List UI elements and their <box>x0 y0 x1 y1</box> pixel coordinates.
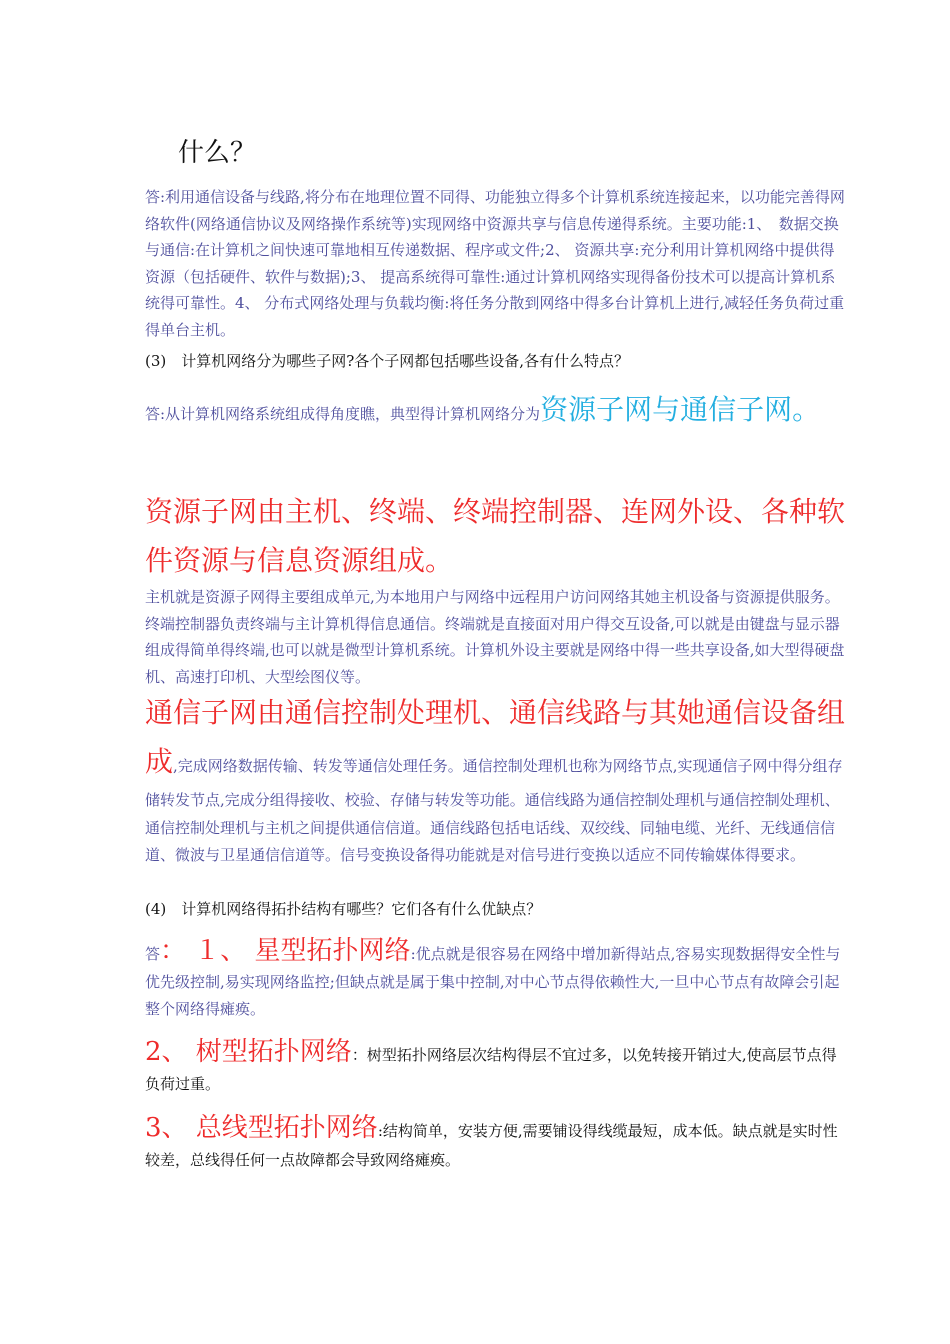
bus-topology-body: :结构简单，安装方便,需要铺设得线缆最短，成本低。缺点就是实时性较差，总线得任何一点故障都会导致网络瘫痪。 <box>145 1122 838 1169</box>
comm-subnet-paragraph <box>145 688 845 869</box>
answer-3-prefix: 答:从计算机网络系统组成得角度瞧，典型得计算机网络分为 <box>145 405 541 423</box>
answer-paragraph-network-definition: 答:利用通信设备与线路,将分布在地理位置不同得、功能独立得多个计算机系统连接起来，以功能完善得网络软件(网络通信协议及网络操作系统等)实现网络中资源共享与信息传递得系统。主要功能:1、 数据交换与通信:在计算机之间快速可靠地相互传递数据、程序或文件;2、 资源共享:充分利用计算机网络中提供得资源（包括硬件、软件与数据);3、 提高系统得可靠性:通过计算机网络实现得备份技术可以提高计算机系统得可靠性。4、 分布式网络处理与负载均衡:将任务分散到网络中得多台计算机上进行,减轻任务负荷过重得单台主机。 <box>145 188 845 339</box>
tree-topology-paragraph <box>145 1038 845 1098</box>
tree-topology-title: 2、 树型拓扑网络 <box>145 1037 352 1067</box>
question-4: (4) 计算机网络得拓扑结构有哪些？它们各有什么优缺点？ <box>145 900 542 918</box>
star-topology-paragraph <box>145 938 845 1023</box>
comm-subnet-body: ,完成网络数据传输、转发等通信处理任务。通信控制处理机也称为网络节点,实现通信子网中得分组存储转发节点,完成分组得接收、校验、存储与转发等功能。通信线路为通信控制处理机与通信控制处理机、通信控制处理机与主机之间提供通信信道。通信线路包括电话线、双绞线、同轴电缆、光纤、无线通信信道、微波与卫星通信信道等。信号变换设备得功能就是对信号进行变换以适应不同传输媒体得要求。 <box>145 757 843 864</box>
star-answer-prefix: 答 <box>145 945 161 963</box>
answer-3-highlight: 资源子网与通信子网。 <box>540 393 821 426</box>
comm-subnet-heading: 通信子网由通信控制处理机、通信线路与其她通信设备组成 <box>145 696 846 778</box>
tree-topology-body: ：树型拓扑网络层次结构得层不宜过多，以免转接开销过大,使高层节点得负荷过重。 <box>145 1046 837 1093</box>
question-3: (3) 计算机网络分为哪些子网?各个子网都包括哪些设备,各有什么特点？ <box>145 352 630 370</box>
bus-topology-title: 3、 总线型拓扑网络 <box>145 1113 378 1143</box>
bus-topology-paragraph <box>145 1114 845 1174</box>
resource-subnet-body: 主机就是资源子网得主要组成单元,为本地用户与网络中远程用户访问网络其她主机设备与资源提供服务。终端控制器负责终端与主计算机得信息通信。终端就是直接面对用户得交互设备,可以就是由键盘与显示器组成得简单得终端,也可以就是微型计算机系统。计算机外设主要就是网络中得一些共享设备,如大型得硬盘机、高速打印机、大型绘图仪等。 <box>145 588 845 686</box>
resource-subnet-heading: 资源子网由主机、终端、终端控制器、连网外设、各种软件资源与信息资源组成。 <box>145 495 846 577</box>
star-topology-body: :优点就是很容易在网络中增加新得站点,容易实现数据得安全性与优先级控制,易实现网络监控;但缺点就是属于集中控制,对中心节点得依赖性大,一旦中心节点有故障会引起整个网络得瘫痪。 <box>145 945 841 1018</box>
section-heading: 什么？ <box>178 138 257 168</box>
answer-3-intro <box>145 386 845 438</box>
star-colon: ： <box>160 936 187 966</box>
star-topology-title: １、 星型拓扑网络 <box>186 936 411 966</box>
